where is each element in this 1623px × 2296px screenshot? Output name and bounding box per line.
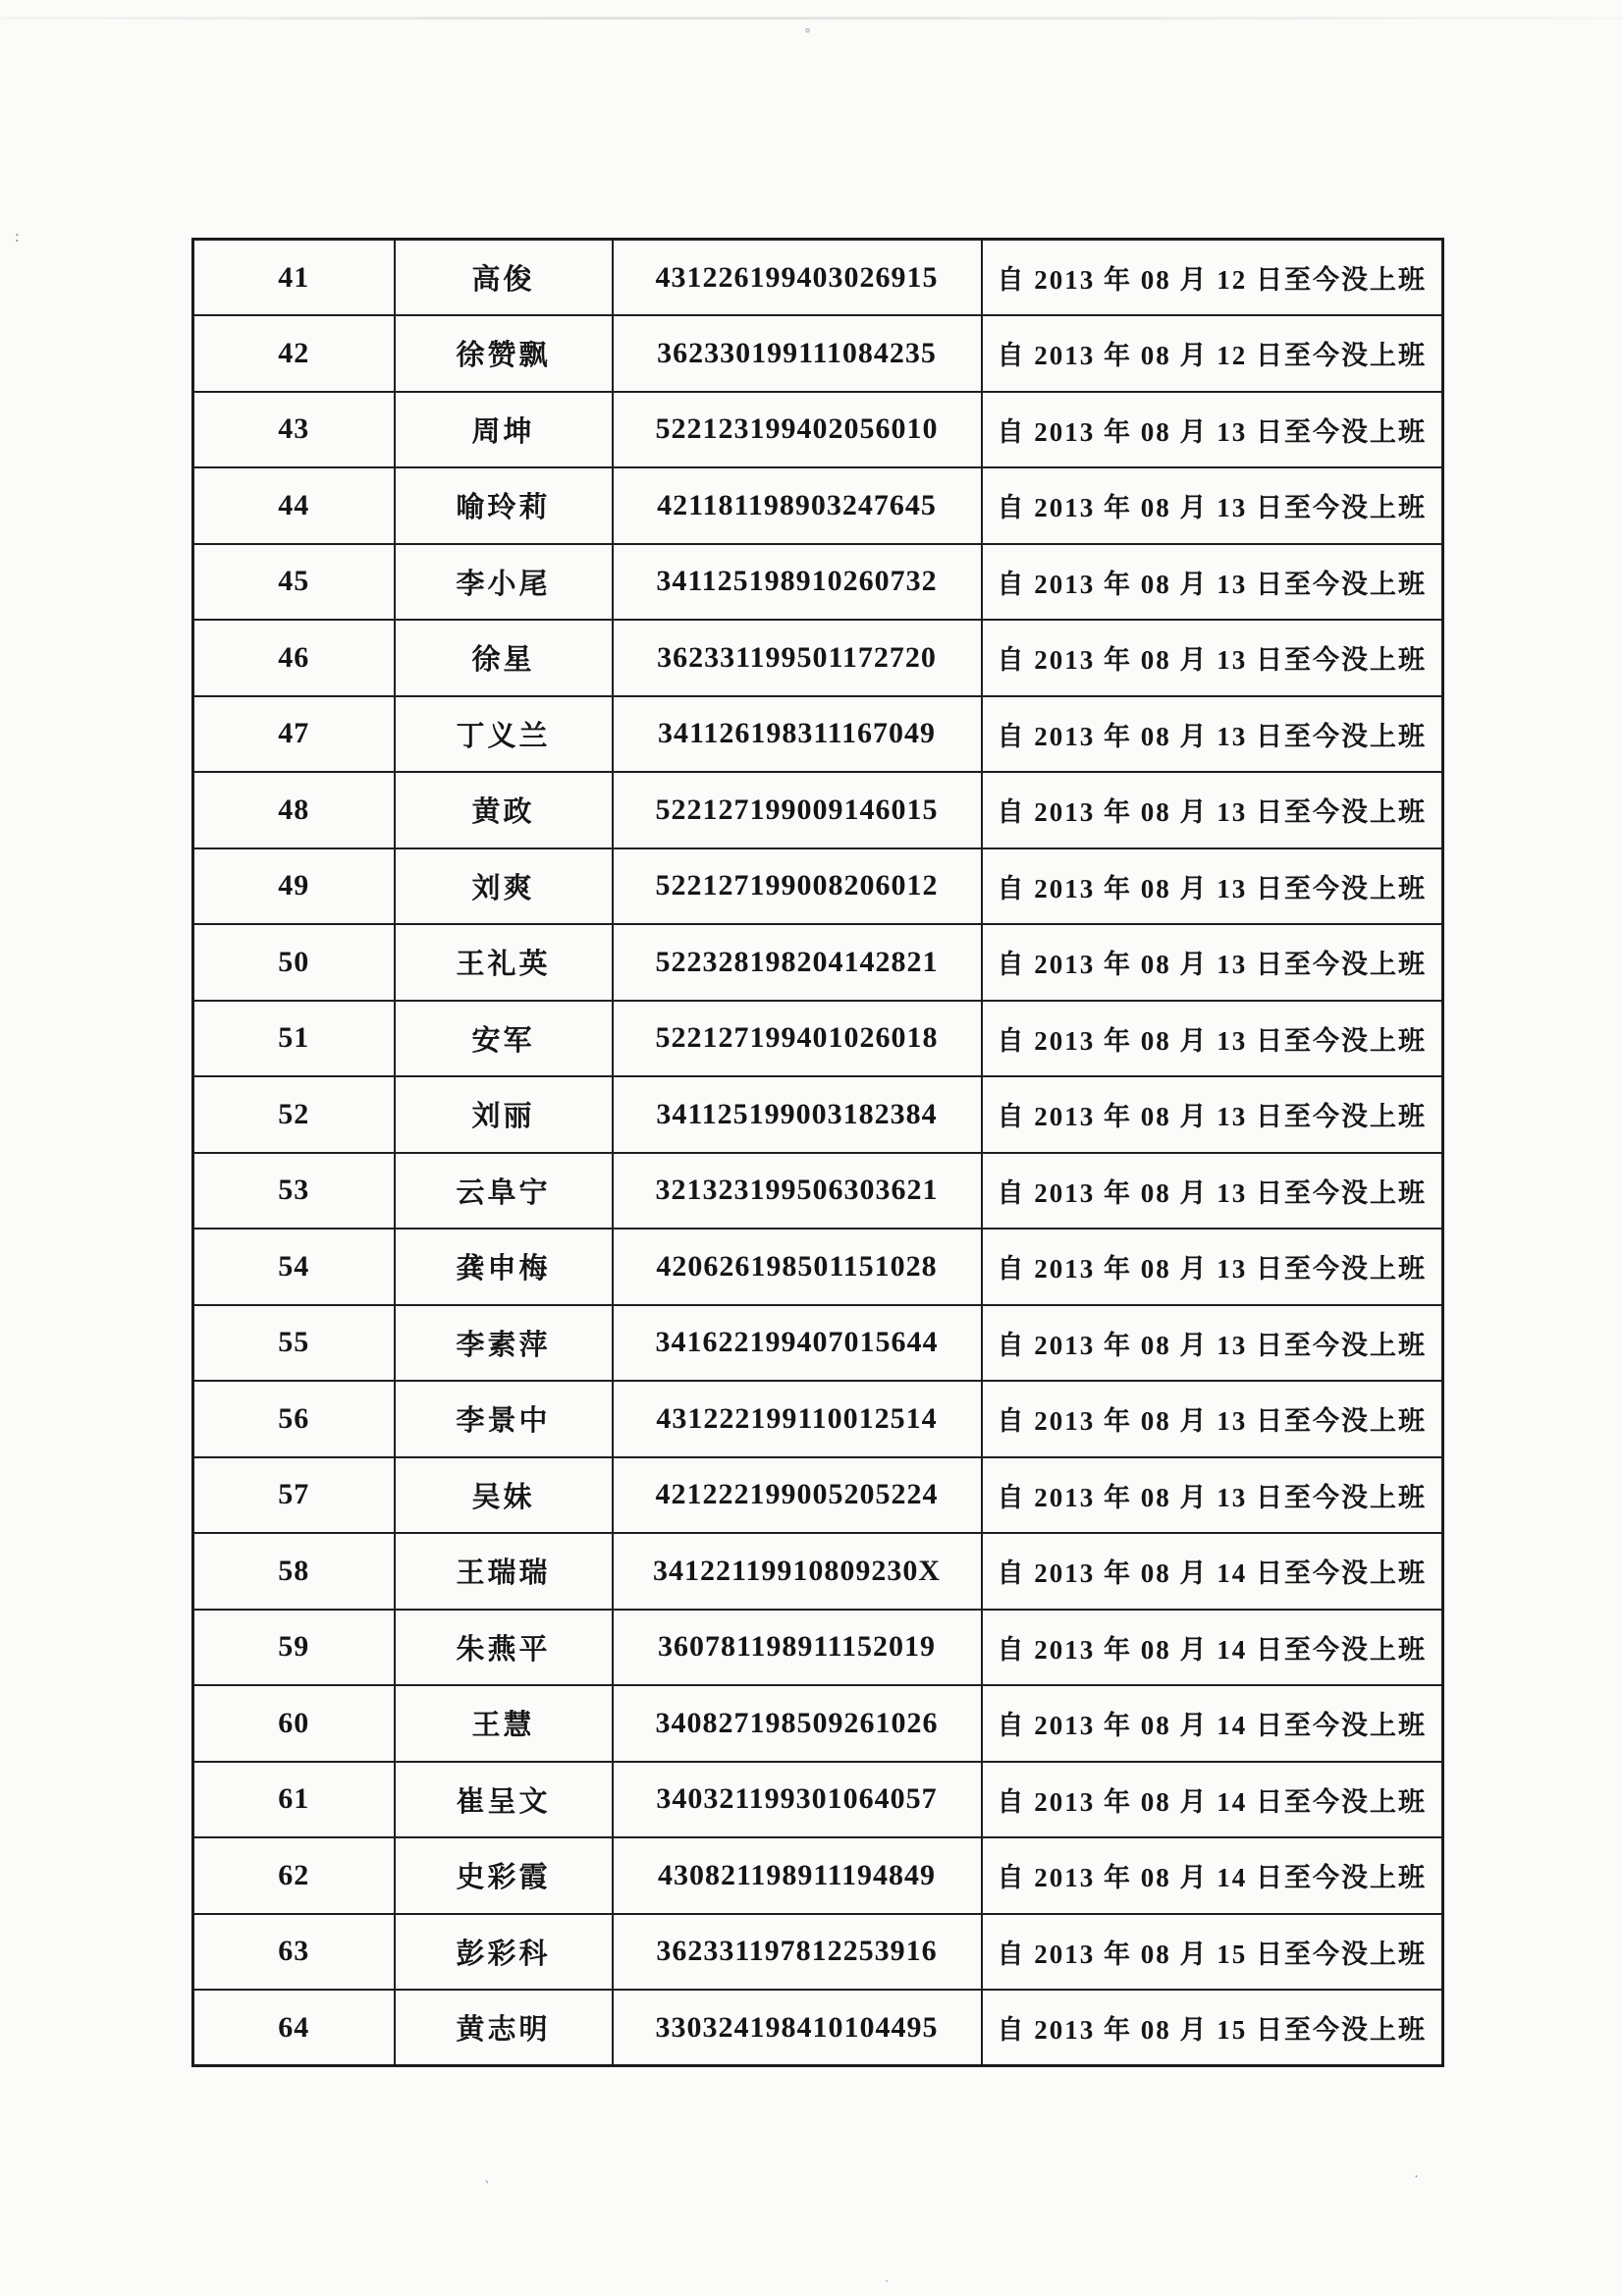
- absence-status: 自 2013 年 08 月 13 日至今没上班: [982, 772, 1443, 848]
- table-row: [193, 1610, 1443, 1686]
- absence-status: 自 2013 年 08 月 13 日至今没上班: [982, 924, 1443, 1001]
- absence-status: 自 2013 年 08 月 13 日至今没上班: [982, 392, 1443, 468]
- id-number: 360781198911152019: [613, 1610, 982, 1686]
- absence-status: 自 2013 年 08 月 13 日至今没上班: [982, 620, 1443, 696]
- id-number: 34122119910809230X: [613, 1533, 982, 1610]
- scan-speck-bottom-center: `: [885, 2277, 890, 2292]
- person-name: 李景中: [395, 1381, 613, 1457]
- id-number: 341126198311167049: [613, 696, 982, 773]
- person-name: 高俊: [395, 240, 613, 316]
- absence-status: 自 2013 年 08 月 15 日至今没上班: [982, 1914, 1443, 1991]
- row-index: 49: [193, 848, 395, 925]
- id-number: 321323199506303621: [613, 1153, 982, 1230]
- person-name: 李小尾: [395, 544, 613, 621]
- absence-status: 自 2013 年 08 月 14 日至今没上班: [982, 1610, 1443, 1686]
- absence-status: 自 2013 年 08 月 13 日至今没上班: [982, 1457, 1443, 1534]
- row-index: 57: [193, 1457, 395, 1534]
- id-number: 522328198204142821: [613, 924, 982, 1001]
- person-name: 王礼英: [395, 924, 613, 1001]
- person-name: 喻玲莉: [395, 467, 613, 544]
- table-row: [193, 1001, 1443, 1077]
- id-number: 421222199005205224: [613, 1457, 982, 1534]
- person-name: 黄政: [395, 772, 613, 848]
- absence-status: 自 2013 年 08 月 13 日至今没上班: [982, 1076, 1443, 1153]
- table-row: [193, 1229, 1443, 1305]
- absence-roster-table: [191, 238, 1444, 2067]
- absence-status: 自 2013 年 08 月 15 日至今没上班: [982, 1990, 1443, 2066]
- absence-roster-body: [193, 240, 1443, 2066]
- person-name: 王慧: [395, 1685, 613, 1762]
- row-index: 45: [193, 544, 395, 621]
- absence-status: 自 2013 年 08 月 13 日至今没上班: [982, 467, 1443, 544]
- table-row: [193, 315, 1443, 392]
- table-row: [193, 1990, 1443, 2066]
- person-name: 王瑞瑞: [395, 1533, 613, 1610]
- person-name: 周坤: [395, 392, 613, 468]
- absence-status: 自 2013 年 08 月 14 日至今没上班: [982, 1685, 1443, 1762]
- id-number: 362330199111084235: [613, 315, 982, 392]
- table-row: [193, 924, 1443, 1001]
- row-index: 63: [193, 1914, 395, 1991]
- table-row: [193, 1533, 1443, 1610]
- id-number: 431226199403026915: [613, 240, 982, 316]
- id-number: 431222199110012514: [613, 1381, 982, 1457]
- absence-status: 自 2013 年 08 月 13 日至今没上班: [982, 1001, 1443, 1077]
- row-index: 47: [193, 696, 395, 773]
- person-name: 云阜宁: [395, 1153, 613, 1230]
- person-name: 龚申梅: [395, 1229, 613, 1305]
- person-name: 黄志明: [395, 1990, 613, 2066]
- table-row: [193, 1153, 1443, 1230]
- table-row: [193, 1837, 1443, 1914]
- id-number: 430821198911194849: [613, 1837, 982, 1914]
- row-index: 64: [193, 1990, 395, 2066]
- id-number: 341125198910260732: [613, 544, 982, 621]
- row-index: 42: [193, 315, 395, 392]
- table-row: [193, 1381, 1443, 1457]
- scan-speck-bottom-left: 、: [483, 2169, 500, 2188]
- row-index: 55: [193, 1305, 395, 1382]
- table-row: [193, 240, 1443, 316]
- scan-speck-top: 。: [805, 21, 819, 35]
- table-row: [193, 1685, 1443, 1762]
- person-name: 刘爽: [395, 848, 613, 925]
- scan-speck-left: :: [15, 227, 20, 246]
- row-index: 48: [193, 772, 395, 848]
- id-number: 340827198509261026: [613, 1685, 982, 1762]
- id-number: 522127199401026018: [613, 1001, 982, 1077]
- table-row: [193, 467, 1443, 544]
- id-number: 522127199009146015: [613, 772, 982, 848]
- scan-streak: [0, 17, 1623, 20]
- person-name: 刘丽: [395, 1076, 613, 1153]
- id-number: 340321199301064057: [613, 1762, 982, 1838]
- absence-status: 自 2013 年 08 月 12 日至今没上班: [982, 240, 1443, 316]
- id-number: 420626198501151028: [613, 1229, 982, 1305]
- row-index: 46: [193, 620, 395, 696]
- row-index: 58: [193, 1533, 395, 1610]
- id-number: 341622199407015644: [613, 1305, 982, 1382]
- person-name: 安军: [395, 1001, 613, 1077]
- absence-status: 自 2013 年 08 月 14 日至今没上班: [982, 1533, 1443, 1610]
- person-name: 徐星: [395, 620, 613, 696]
- absence-status: 自 2013 年 08 月 14 日至今没上班: [982, 1762, 1443, 1838]
- absence-status: 自 2013 年 08 月 13 日至今没上班: [982, 544, 1443, 621]
- table-row: [193, 696, 1443, 773]
- id-number: 421181198903247645: [613, 467, 982, 544]
- table-row: [193, 1457, 1443, 1534]
- table-row: [193, 772, 1443, 848]
- row-index: 51: [193, 1001, 395, 1077]
- absence-status: 自 2013 年 08 月 13 日至今没上班: [982, 1305, 1443, 1382]
- scan-speck-bottom-right: ·: [1414, 2169, 1419, 2185]
- absence-status: 自 2013 年 08 月 13 日至今没上班: [982, 1153, 1443, 1230]
- table-row: [193, 392, 1443, 468]
- absence-status: 自 2013 年 08 月 13 日至今没上班: [982, 1381, 1443, 1457]
- id-number: 362331199501172720: [613, 620, 982, 696]
- row-index: 60: [193, 1685, 395, 1762]
- id-number: 522123199402056010: [613, 392, 982, 468]
- person-name: 丁义兰: [395, 696, 613, 773]
- row-index: 53: [193, 1153, 395, 1230]
- table-row: [193, 620, 1443, 696]
- row-index: 44: [193, 467, 395, 544]
- row-index: 54: [193, 1229, 395, 1305]
- id-number: 362331197812253916: [613, 1914, 982, 1991]
- row-index: 43: [193, 392, 395, 468]
- row-index: 56: [193, 1381, 395, 1457]
- person-name: 李素萍: [395, 1305, 613, 1382]
- absence-status: 自 2013 年 08 月 14 日至今没上班: [982, 1837, 1443, 1914]
- absence-status: 自 2013 年 08 月 12 日至今没上班: [982, 315, 1443, 392]
- table-row: [193, 1914, 1443, 1991]
- id-number: 341125199003182384: [613, 1076, 982, 1153]
- row-index: 62: [193, 1837, 395, 1914]
- id-number: 522127199008206012: [613, 848, 982, 925]
- table-row: [193, 1762, 1443, 1838]
- row-index: 61: [193, 1762, 395, 1838]
- table-row: [193, 848, 1443, 925]
- person-name: 吴妹: [395, 1457, 613, 1534]
- row-index: 50: [193, 924, 395, 1001]
- table-row: [193, 1305, 1443, 1382]
- person-name: 朱燕平: [395, 1610, 613, 1686]
- row-index: 59: [193, 1610, 395, 1686]
- table-row: [193, 544, 1443, 621]
- id-number: 330324198410104495: [613, 1990, 982, 2066]
- table-row: [193, 1076, 1443, 1153]
- person-name: 崔呈文: [395, 1762, 613, 1838]
- row-index: 41: [193, 240, 395, 316]
- person-name: 史彩霞: [395, 1837, 613, 1914]
- absence-status: 自 2013 年 08 月 13 日至今没上班: [982, 848, 1443, 925]
- person-name: 彭彩科: [395, 1914, 613, 1991]
- absence-status: 自 2013 年 08 月 13 日至今没上班: [982, 696, 1443, 773]
- absence-status: 自 2013 年 08 月 13 日至今没上班: [982, 1229, 1443, 1305]
- person-name: 徐赞飘: [395, 315, 613, 392]
- row-index: 52: [193, 1076, 395, 1153]
